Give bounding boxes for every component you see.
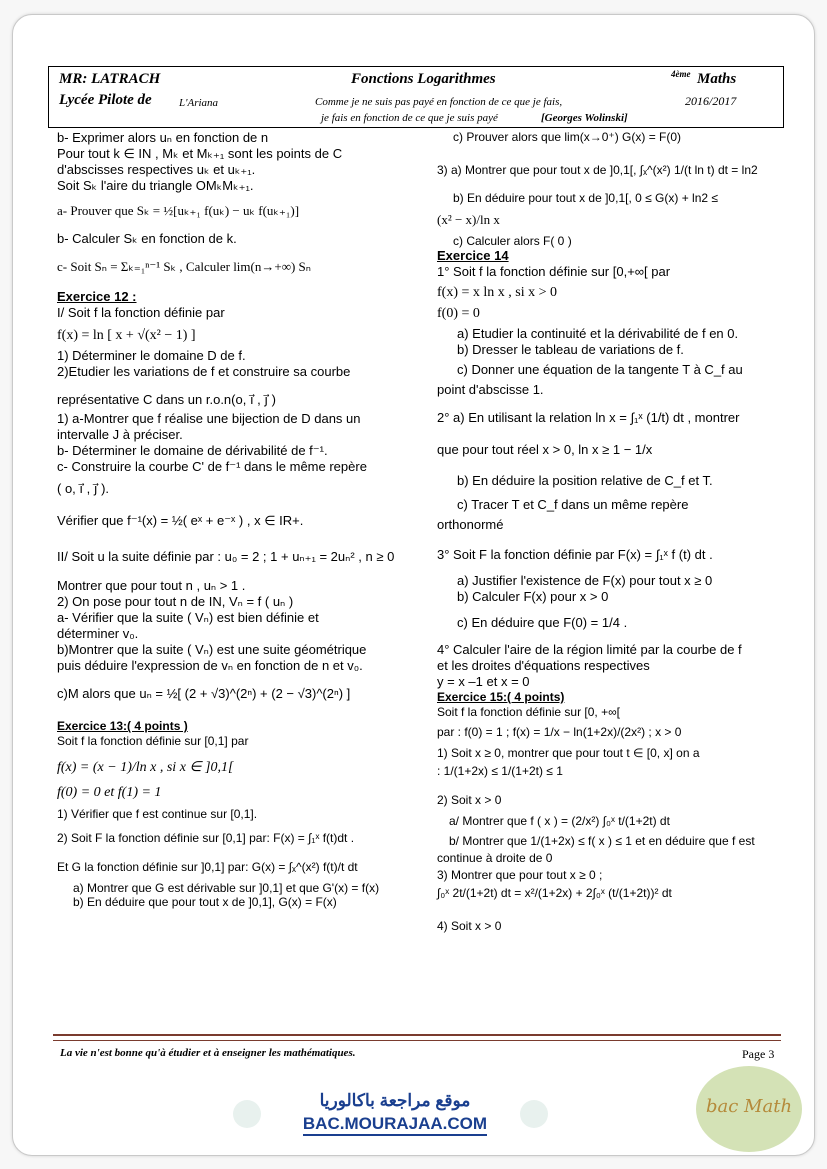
text-line: point d'abscisse 1. <box>437 381 544 397</box>
right-column <box>437 130 789 933</box>
seal-text: bac Math <box>706 1096 793 1117</box>
grade-label: Maths <box>697 71 737 87</box>
text-line: 2)Etudier les variations de f et construire sa courbe <box>57 363 351 379</box>
formula-line: f(x) = x ln x , si x > 0 <box>437 285 558 301</box>
teacher-name: MR: LATRACH <box>59 71 161 87</box>
text-line: Pour tout k ∈ IN , Mₖ et Mₖ₊₁ sont les points de C <box>57 145 343 161</box>
document-title: Fonctions Logarithmes <box>351 71 496 87</box>
banner-site-link[interactable]: BAC.MOURAJAA.COM <box>303 1114 487 1136</box>
text-line: Soit f la fonction définie sur [0,1] par <box>57 734 249 749</box>
formula-line: a- Prouver que Sₖ = ½[uₖ₊₁ f(uₖ) − uₖ f(uₖ₊₁)] <box>57 203 300 219</box>
text-line: 2) Soit x > 0 <box>437 793 502 808</box>
text-line: 3° Soit F la fonction définie par F(x) = ∫₁ˣ f (t) dt . <box>437 546 713 562</box>
text-line: 1° Soit f la fonction définie sur [0,+∞[ par <box>437 264 671 280</box>
text-line: c) Tracer T et C_f dans un même repère <box>457 497 689 513</box>
text-line: 1) Déterminer le domaine D de f. <box>57 347 246 363</box>
text-line: b) En déduire pour tout x de ]0,1[, 0 ≤ G(x) + ln2 ≤ <box>453 191 718 206</box>
footer-divider-bottom <box>53 1040 781 1041</box>
text-line: c) Calculer alors F( 0 ) <box>453 233 572 248</box>
text-line: 2) On pose pour tout n de IN, Vₙ = f ( uₙ ) <box>57 594 294 610</box>
text-line: b) En déduire la position relative de C_f et T. <box>457 473 713 489</box>
text-line: Et G la fonction définie sur ]0,1] par: G(x) = ∫ₓ^(x²) f(t)/t dt <box>57 860 358 875</box>
left-column <box>57 130 409 910</box>
formula-line: II/ Soit u la suite définie par : u₀ = 2 ; 1 + uₙ₊₁ = 2uₙ² , n ≥ 0 <box>57 548 395 564</box>
text-line: b- Calculer Sₖ en fonction de k. <box>57 231 237 247</box>
text-line: b) En déduire que pour tout x de ]0,1], G(x) = F(x) <box>73 895 337 910</box>
text-line: orthonormé <box>437 517 504 533</box>
text-line: que pour tout réel x > 0, ln x ≥ 1 − 1/x <box>437 441 653 457</box>
text-line: Soit Sₖ l'aire du triangle OMₖMₖ₊₁. <box>57 177 254 193</box>
school-prefix: Lycée Pilote de <box>59 92 152 108</box>
formula-line: c)M alors que uₙ = ½[ (2 + √3)^(2ⁿ) + (2 − √3)^(2ⁿ) ] <box>57 685 351 701</box>
text-line: a) Justifier l'existence de F(x) pour tout x ≥ 0 <box>457 572 713 588</box>
formula-line: Vérifier que f⁻¹(x) = ½( eˣ + e⁻ˣ ) , x ∈ IR+. <box>57 512 304 528</box>
text-line: a) Montrer que G est dérivable sur ]0,1] et que G'(x) = f(x) <box>73 880 380 895</box>
text-line: b- Exprimer alors uₙ en fonction de n <box>57 130 269 145</box>
quote-line-2: je fais en fonction de ce que je suis payé <box>321 112 498 124</box>
school-year: 2016/2017 <box>685 94 737 108</box>
text-line: Montrer que pour tout n , uₙ > 1 . <box>57 578 246 594</box>
bac-math-seal <box>696 1066 802 1152</box>
text-line: 2° a) En utilisant la relation ln x = ∫₁ˣ (1/t) dt , montrer <box>437 409 740 425</box>
text-line: b)Montrer que la suite ( Vₙ) est une suite géométrique <box>57 641 367 657</box>
footer-divider-top <box>53 1034 781 1036</box>
text-line: et les droites d'équations respectives <box>437 658 650 674</box>
text-line: c- Construire la courbe C' de f⁻¹ dans le même repère <box>57 458 367 474</box>
site-logo-left <box>233 1100 261 1128</box>
text-line: 3) a) Montrer que pour tout x de ]0,1[, ∫ₓ^(x²) 1/(t ln t) dt = ln2 <box>437 162 758 177</box>
quote-author: [Georges Wolinski] <box>541 112 628 124</box>
text-line: puis déduire l'expression de vₙ en fonction de n et v₀. <box>57 657 363 673</box>
exercise-12-heading: Exercice 12 : <box>57 289 137 305</box>
exercise-15-heading: Exercice 15:( 4 points) <box>437 689 565 704</box>
text-line: 1) Vérifier que f est continue sur [0,1]. <box>57 806 258 821</box>
formula-line: f(x) = ln [ x + √(x² − 1) ] <box>57 327 196 343</box>
text-line: 1) a-Montrer que f réalise une bijection de D dans un <box>57 411 361 427</box>
text-line: c) Prouver alors que lim(x→0⁺) G(x) = F(0) <box>453 130 682 144</box>
formula-line: c- Soit Sₙ = Σₖ₌₁ⁿ⁻¹ Sₖ , Calculer lim(n→+∞) Sₙ <box>57 259 311 275</box>
formula-line: f(x) = (x − 1)/ln x , si x ∈ ]0,1[ <box>57 759 234 775</box>
site-banner[interactable] <box>275 1091 515 1136</box>
text-line: b/ Montrer que 1/(1+2x) ≤ f( x ) ≤ 1 et en déduire que f est <box>449 834 755 849</box>
formula-line: (x² − x)/ln x <box>437 211 500 227</box>
header-box <box>48 66 784 128</box>
text-line: a) Etudier la continuité et la dérivabilité de f en 0. <box>457 326 739 342</box>
text-line: 4° Calculer l'aire de la région limité par la courbe de f <box>437 642 742 658</box>
text-line: d'abscisses respectives uₖ et uₖ₊₁. <box>57 161 256 177</box>
text-line: 3) Montrer que pour tout x ≥ 0 ; <box>437 867 603 882</box>
banner-arabic-text: موقع مراجعة باكالوريا <box>319 1091 471 1110</box>
grade-superscript: 4ème <box>671 69 691 79</box>
formula-line: f(0) = 0 et f(1) = 1 <box>57 784 162 800</box>
text-line: ( o, i⃗ , j⃗ ). <box>57 480 110 496</box>
text-line: I/ Soit f la fonction définie par <box>57 304 225 320</box>
school-city: L'Ariana <box>179 97 219 109</box>
text-line: b) Dresser le tableau de variations de f. <box>457 342 684 358</box>
text-line: a/ Montrer que f ( x ) = (2/x²) ∫₀ˣ t/(1+2t) dt <box>449 813 670 828</box>
text-line: continue à droite de 0 <box>437 850 553 865</box>
text-line: c) En déduire que F(0) = 1/4 . <box>457 614 628 630</box>
footer-motto: La vie n'est bonne qu'à étudier et à enseigner les mathématiques. <box>60 1047 356 1059</box>
text-line: représentative C dans un r.o.n(o, i⃗ , j⃗ ) <box>57 391 276 407</box>
site-logo-right <box>520 1100 548 1128</box>
text-line: b- Déterminer le domaine de dérivabilité de f⁻¹. <box>57 443 328 459</box>
text-line: y = x –1 et x = 0 <box>437 674 530 690</box>
text-line: 1) Soit x ≥ 0, montrer que pour tout t ∈ [0, x] on a <box>437 745 700 760</box>
formula-line: : 1/(1+2x) ≤ 1/(1+2t) ≤ 1 <box>437 764 563 779</box>
formula-line: ∫₀ˣ 2t/(1+2t) dt = x²/(1+2x) + 2∫₀ˣ (t/(1+2t))² dt <box>437 886 672 901</box>
text-line: 2) Soit F la fonction définie sur [0,1] par: F(x) = ∫₁ˣ f(t)dt . <box>57 831 355 846</box>
text-line: déterminer v₀. <box>57 625 139 641</box>
text-line: c) Donner une équation de la tangente T à C_f au <box>457 361 743 377</box>
formula-line: par : f(0) = 1 ; f(x) = 1/x − ln(1+2x)/(2x²) ; x > 0 <box>437 725 682 740</box>
text-line: a- Vérifier que la suite ( Vₙ) est bien définie et <box>57 610 319 626</box>
page-number: Page 3 <box>742 1047 775 1061</box>
exercise-14-heading: Exercice 14 <box>437 248 509 264</box>
quote-line-1: Comme je ne suis pas payé en fonction de ce que je fais, <box>315 96 563 108</box>
text-line: 4) Soit x > 0 <box>437 918 502 933</box>
exercise-13-heading: Exercice 13:( 4 points ) <box>57 719 188 734</box>
formula-line: f(0) = 0 <box>437 306 480 322</box>
text-line: b) Calculer F(x) pour x > 0 <box>457 588 609 604</box>
text-line: Soit f la fonction définie sur [0, +∞[ <box>437 704 620 719</box>
text-line: intervalle J à préciser. <box>57 427 183 443</box>
